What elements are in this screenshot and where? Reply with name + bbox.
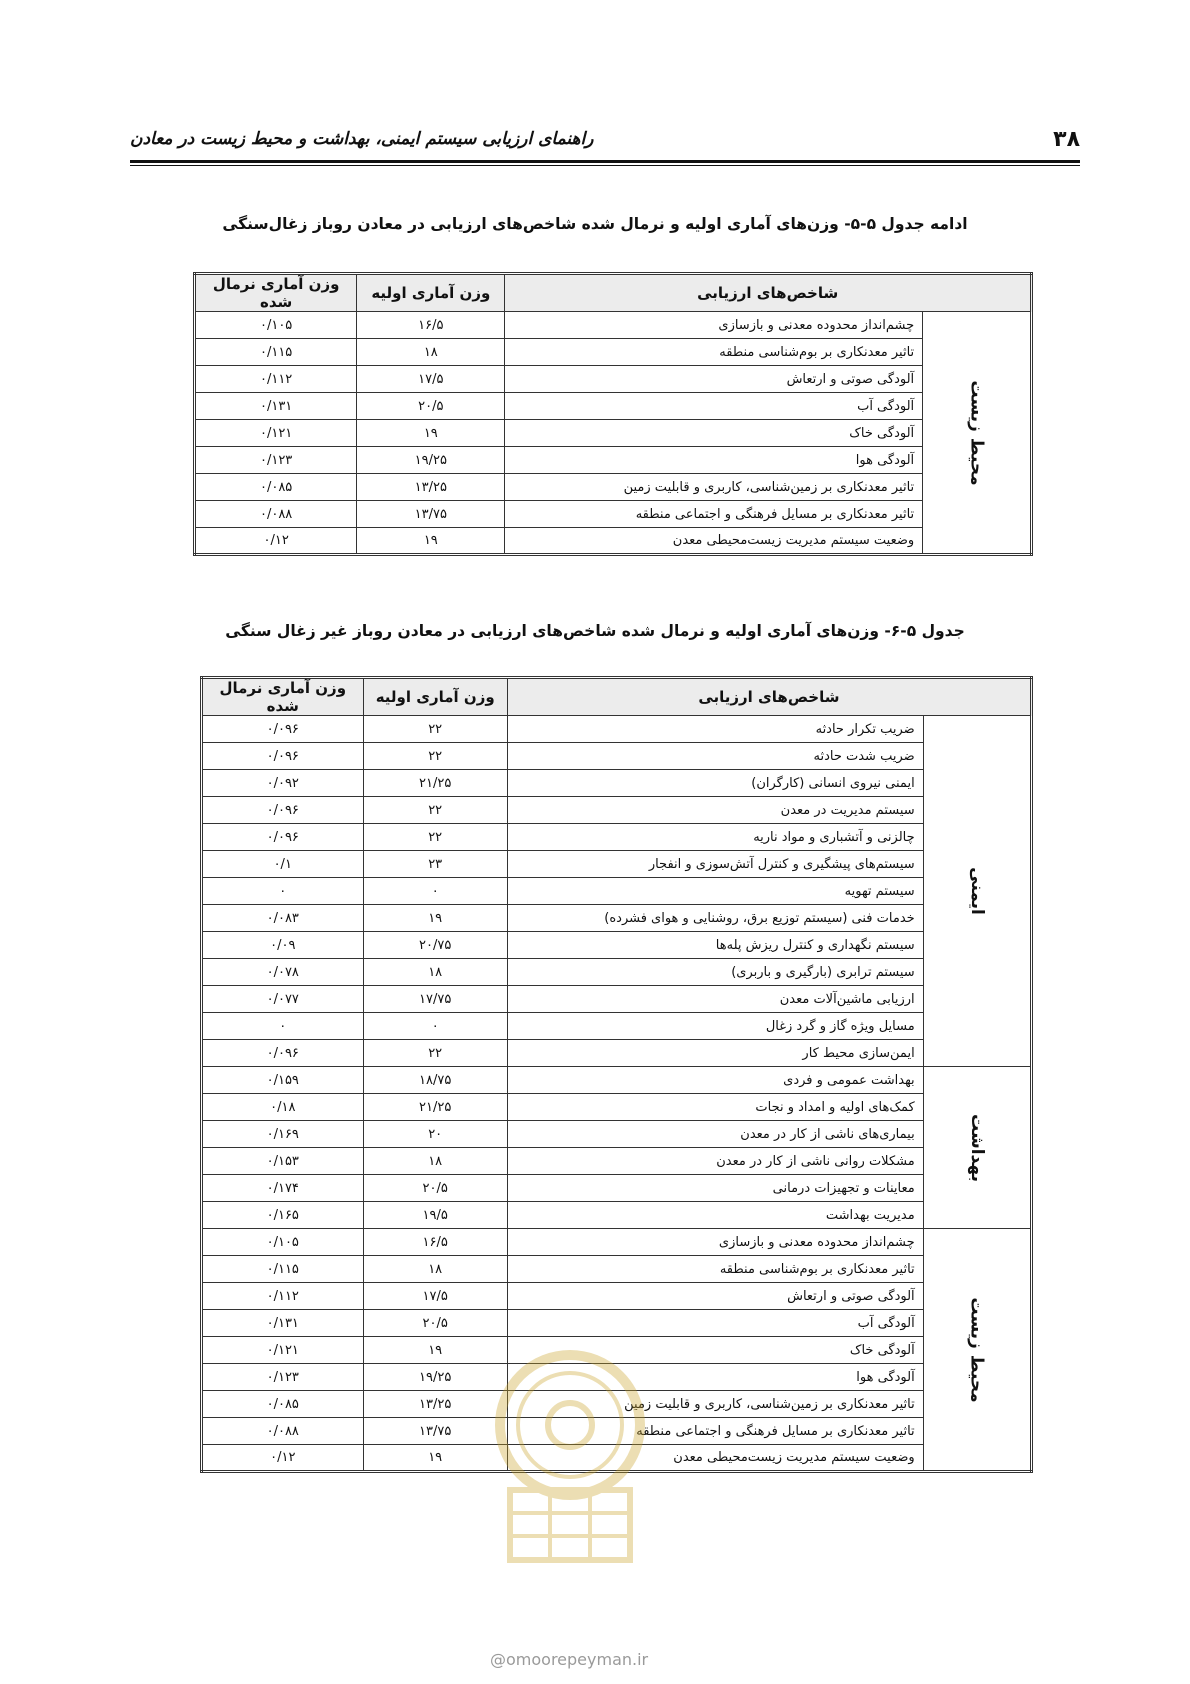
indicator-name: بیماری‌های ناشی از کار در معدن [507, 1121, 923, 1148]
table1-header-row [195, 274, 1032, 312]
table-row [202, 959, 1032, 986]
normalized-weight: ۰/۰۸۵ [195, 474, 357, 501]
indicator-name: سیستم ترابری (بارگیری و باربری) [507, 959, 923, 986]
indicator-name: آلودگی خاک [507, 1337, 923, 1364]
table-row [202, 716, 1032, 743]
category-cell [923, 716, 1031, 1067]
category-cell [923, 1229, 1031, 1472]
category-cell [923, 312, 1032, 555]
normalized-weight: ۰/۰۹۶ [202, 824, 364, 851]
initial-weight: ۱۸ [357, 339, 505, 366]
normalized-weight: ۰/۱۲۱ [202, 1337, 364, 1364]
table-row [202, 1067, 1032, 1094]
indicator-name: آلودگی هوا [505, 447, 923, 474]
indicator-name: سیستم مدیریت در معدن [507, 797, 923, 824]
header-rule [130, 160, 1080, 163]
initial-weight: ۲۲ [363, 743, 507, 770]
indicator-name: چشم‌انداز محدوده معدنی و بازسازی [507, 1229, 923, 1256]
normalized-weight: ۰/۱۲ [202, 1445, 364, 1472]
normalized-weight: ۰/۱۳۱ [195, 393, 357, 420]
normalized-weight: ۰/۱۷۴ [202, 1175, 364, 1202]
table-row [202, 1013, 1032, 1040]
category-label: ایمنی [966, 867, 987, 915]
initial-weight: ۲۰ [363, 1121, 507, 1148]
normalized-weight: ۰/۰۹۶ [202, 797, 364, 824]
indicator-name: ضریب شدت حادثه [507, 743, 923, 770]
indicator-name: سیستم تهویه [507, 878, 923, 905]
initial-weight: ۱۶/۵ [357, 312, 505, 339]
table-row [195, 366, 1032, 393]
page-number: ۳۸ [1053, 127, 1080, 152]
indicator-name: تاثیر معدنکاری بر بوم‌شناسی منطقه [505, 339, 923, 366]
indicator-name: آلودگی صوتی و ارتعاش [505, 366, 923, 393]
table-row [202, 770, 1032, 797]
table1-caption: ادامه جدول ۵-۵- وزن‌های آماری اولیه و نرمال شده شاخص‌های ارزیابی در معادن روباز زغال‌سنگی [222, 215, 968, 233]
indicator-name: بهداشت عمومی و فردی [507, 1067, 923, 1094]
indicator-name: تاثیر معدنکاری بر زمین‌شناسی، کاربری و قابلیت زمین [507, 1391, 923, 1418]
initial-weight: ۰ [363, 878, 507, 905]
normalized-weight: ۰/۱۲ [195, 528, 357, 555]
table-row [202, 824, 1032, 851]
category-label: محیط زیست [966, 379, 987, 486]
indicator-name: مشکلات روانی ناشی از کار در معدن [507, 1148, 923, 1175]
indicator-name: آلودگی هوا [507, 1364, 923, 1391]
normalized-weight: ۰/۱۵۳ [202, 1148, 364, 1175]
initial-weight: ۲۳ [363, 851, 507, 878]
normalized-weight: ۰/۱۵۹ [202, 1067, 364, 1094]
table-row [202, 1283, 1032, 1310]
header-initial-weight: وزن آماری اولیه [363, 678, 507, 716]
table-row [202, 1310, 1032, 1337]
category-label: بهداشت [966, 1113, 987, 1182]
initial-weight: ۱۹/۲۵ [357, 447, 505, 474]
indicator-name: سیستم‌های پیشگیری و کنترل آتش‌سوزی و انفجار [507, 851, 923, 878]
table-row [202, 743, 1032, 770]
indicator-name: تاثیر معدنکاری بر مسایل فرهنگی و اجتماعی منطقه [505, 501, 923, 528]
header-normalized-weight: وزن آماری نرمال شده [195, 274, 357, 312]
header-normalized-weight: وزن آماری نرمال شده [202, 678, 364, 716]
indicator-name: ایمنی نیروی انسانی (کارگران) [507, 770, 923, 797]
normalized-weight: ۰/۱ [202, 851, 364, 878]
initial-weight: ۲۲ [363, 824, 507, 851]
table1 [193, 272, 1033, 556]
normalized-weight: ۰/۱۱۵ [202, 1256, 364, 1283]
initial-weight: ۲۲ [363, 1040, 507, 1067]
header-indicators: شاخص‌های ارزیابی [507, 678, 1031, 716]
initial-weight: ۱۸ [363, 959, 507, 986]
normalized-weight: ۰/۱۰۵ [202, 1229, 364, 1256]
category-label: محیط زیست [966, 1296, 987, 1403]
normalized-weight: ۰/۱۸ [202, 1094, 364, 1121]
indicator-name: وضعیت سیستم مدیریت زیست‌محیطی معدن [507, 1445, 923, 1472]
initial-weight: ۲۰/۷۵ [363, 932, 507, 959]
header-initial-weight: وزن آماری اولیه [357, 274, 505, 312]
normalized-weight: ۰ [202, 878, 364, 905]
normalized-weight: ۰/۰۷۸ [202, 959, 364, 986]
normalized-weight: ۰/۱۶۵ [202, 1202, 364, 1229]
table-row [195, 312, 1032, 339]
initial-weight: ۱۹ [357, 420, 505, 447]
indicator-name: آلودگی آب [507, 1310, 923, 1337]
normalized-weight: ۰/۱۲۳ [202, 1364, 364, 1391]
indicator-name: آلودگی آب [505, 393, 923, 420]
indicator-name: مدیریت بهداشت [507, 1202, 923, 1229]
initial-weight: ۲۱/۲۵ [363, 770, 507, 797]
indicator-name: تاثیر معدنکاری بر مسایل فرهنگی و اجتماعی منطقه [507, 1418, 923, 1445]
table-row [195, 528, 1032, 555]
running-header [130, 125, 1080, 155]
indicator-name: تاثیر معدنکاری بر زمین‌شناسی، کاربری و قابلیت زمین [505, 474, 923, 501]
initial-weight: ۱۹ [357, 528, 505, 555]
normalized-weight: ۰ [202, 1013, 364, 1040]
table-row [195, 339, 1032, 366]
initial-weight: ۱۹ [363, 905, 507, 932]
initial-weight: ۱۸ [363, 1148, 507, 1175]
normalized-weight: ۰/۱۲۱ [195, 420, 357, 447]
initial-weight: ۱۳/۲۵ [357, 474, 505, 501]
normalized-weight: ۰/۱۱۵ [195, 339, 357, 366]
table-row [202, 1175, 1032, 1202]
initial-weight: ۲۰/۵ [363, 1310, 507, 1337]
normalized-weight: ۰/۱۱۲ [202, 1283, 364, 1310]
indicator-name: ضریب تکرار حادثه [507, 716, 923, 743]
indicator-name: خدمات فنی (سیستم توزیع برق، روشنایی و هوای فشرده) [507, 905, 923, 932]
table-row [202, 905, 1032, 932]
initial-weight: ۱۳/۷۵ [363, 1418, 507, 1445]
normalized-weight: ۰/۱۶۹ [202, 1121, 364, 1148]
table-row [202, 1094, 1032, 1121]
initial-weight: ۱۹ [363, 1337, 507, 1364]
normalized-weight: ۰/۰۹۶ [202, 1040, 364, 1067]
normalized-weight: ۰/۰۹۶ [202, 743, 364, 770]
indicator-name: ایمن‌سازی محیط کار [507, 1040, 923, 1067]
table-row [202, 986, 1032, 1013]
initial-weight: ۲۰/۵ [363, 1175, 507, 1202]
table-row [202, 851, 1032, 878]
table-row [202, 797, 1032, 824]
initial-weight: ۰ [363, 1013, 507, 1040]
table2-caption: جدول ۵-۶- وزن‌های آماری اولیه و نرمال شده شاخص‌های ارزیابی در معادن روباز غیر زغال سنگی [225, 622, 965, 640]
table-row [202, 1040, 1032, 1067]
indicator-name: سیستم نگهداری و کنترل ریزش پله‌ها [507, 932, 923, 959]
initial-weight: ۱۳/۷۵ [357, 501, 505, 528]
header-indicators: شاخص‌های ارزیابی [505, 274, 1032, 312]
initial-weight: ۱۷/۷۵ [363, 986, 507, 1013]
normalized-weight: ۰/۱۲۳ [195, 447, 357, 474]
initial-weight: ۱۷/۵ [357, 366, 505, 393]
running-title: راهنمای ارزیابی سیستم ایمنی، بهداشت و محیط زیست در معادن [130, 129, 594, 149]
indicator-name: چالزنی و آتشباری و مواد ناریه [507, 824, 923, 851]
indicator-name: تاثیر معدنکاری بر بوم‌شناسی منطقه [507, 1256, 923, 1283]
normalized-weight: ۰/۰۹۲ [202, 770, 364, 797]
normalized-weight: ۰/۰۹۶ [202, 716, 364, 743]
table-row [202, 1202, 1032, 1229]
initial-weight: ۲۱/۲۵ [363, 1094, 507, 1121]
category-cell [923, 1067, 1031, 1229]
normalized-weight: ۰/۰۸۸ [195, 501, 357, 528]
normalized-weight: ۰/۱۱۲ [195, 366, 357, 393]
table-row [202, 1256, 1032, 1283]
normalized-weight: ۰/۱۳۱ [202, 1310, 364, 1337]
normalized-weight: ۰/۰۹ [202, 932, 364, 959]
table1-body [195, 312, 1032, 555]
table2-header-row [202, 678, 1032, 716]
normalized-weight: ۰/۱۰۵ [195, 312, 357, 339]
table-row [202, 1121, 1032, 1148]
initial-weight: ۱۸ [363, 1256, 507, 1283]
indicator-name: چشم‌انداز محدوده معدنی و بازسازی [505, 312, 923, 339]
indicator-name: کمک‌های اولیه و امداد و نجات [507, 1094, 923, 1121]
watermark-text: @omoorepeyman.ir [490, 1650, 649, 1669]
initial-weight: ۱۷/۵ [363, 1283, 507, 1310]
indicator-name: معاینات و تجهیزات درمانی [507, 1175, 923, 1202]
header-rule-thin [130, 165, 1080, 166]
normalized-weight: ۰/۰۸۸ [202, 1418, 364, 1445]
table-row [195, 420, 1032, 447]
initial-weight: ۱۸/۷۵ [363, 1067, 507, 1094]
normalized-weight: ۰/۰۸۳ [202, 905, 364, 932]
initial-weight: ۱۳/۲۵ [363, 1391, 507, 1418]
table-row [195, 474, 1032, 501]
table-row [195, 447, 1032, 474]
indicator-name: آلودگی صوتی و ارتعاش [507, 1283, 923, 1310]
initial-weight: ۱۹/۵ [363, 1202, 507, 1229]
indicator-name: وضعیت سیستم مدیریت زیست‌محیطی معدن [505, 528, 923, 555]
indicator-name: مسایل ویژه گاز و گرد زغال [507, 1013, 923, 1040]
initial-weight: ۱۹ [363, 1445, 507, 1472]
table-row [202, 1148, 1032, 1175]
watermark-logo [470, 1345, 670, 1575]
indicator-name: آلودگی خاک [505, 420, 923, 447]
indicator-name: ارزیابی ماشین‌آلات معدن [507, 986, 923, 1013]
initial-weight: ۲۰/۵ [357, 393, 505, 420]
table-row [202, 932, 1032, 959]
initial-weight: ۲۲ [363, 716, 507, 743]
table-row [195, 393, 1032, 420]
table-row [202, 1229, 1032, 1256]
initial-weight: ۱۶/۵ [363, 1229, 507, 1256]
table-row [202, 878, 1032, 905]
normalized-weight: ۰/۰۷۷ [202, 986, 364, 1013]
initial-weight: ۱۹/۲۵ [363, 1364, 507, 1391]
normalized-weight: ۰/۰۸۵ [202, 1391, 364, 1418]
initial-weight: ۲۲ [363, 797, 507, 824]
table-row [195, 501, 1032, 528]
